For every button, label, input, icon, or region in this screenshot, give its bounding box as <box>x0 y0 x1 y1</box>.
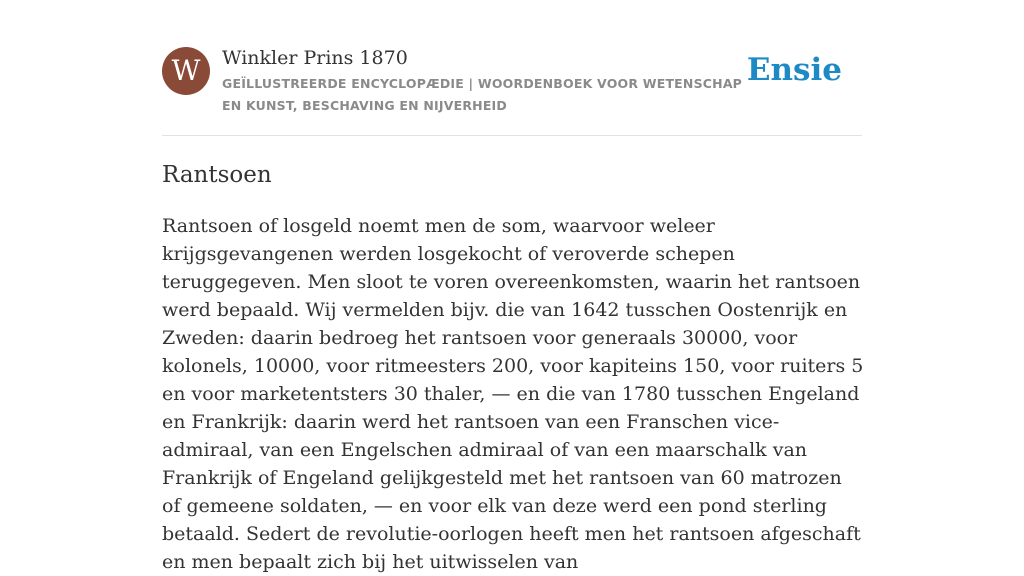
ensie-logo-link[interactable]: Ensie <box>746 52 842 88</box>
source-avatar[interactable]: W <box>162 47 210 95</box>
source-title[interactable]: Winkler Prins 1870 <box>222 47 408 69</box>
header-divider <box>162 135 862 136</box>
entry-title: Rantsoen <box>162 162 272 188</box>
source-header <box>162 46 862 116</box>
source-subtitle: GEÏLLUSTREERDE ENCYCLOPÆDIE | WOORDENBOEK VOOR WETENSCHAP EN KUNST, BESCHAVING EN NIJVERHEID <box>222 76 743 113</box>
entry-body: Rantsoen of losgeld noemt men de som, waarvoor weleer krijgsgevangenen werden losgekocht of veroverde schepen teruggegeven. Men sloot te voren overeenkomsten, waarin het rantsoen werd bepaald. Wij vermelden bijv. die van 1642 tusschen Oostenrijk en Zweden: daarin bedroeg het rantsoen voor generaals 30000, voor kolonels, 10000, voor ritmeesters 200, voor kapiteins 150, voor ruiters 5 en voor marketentsters 30 thaler, — en die van 1780 tusschen Engeland en Frankrijk: daarin werd het rantsoen van een Franschen vice-admiraal, van een Engelschen admiraal of van een maarschalk van Frankrijk of Engeland gelijkgesteld met het rantsoen van 60 matrozen of gemeene soldaten, — en voor elk van deze werd een pond sterling betaald. Sedert de revolutie-oorlogen heeft men het rantsoen afgeschaft en men bepaalt zich bij het uitwisselen van <box>162 215 864 573</box>
